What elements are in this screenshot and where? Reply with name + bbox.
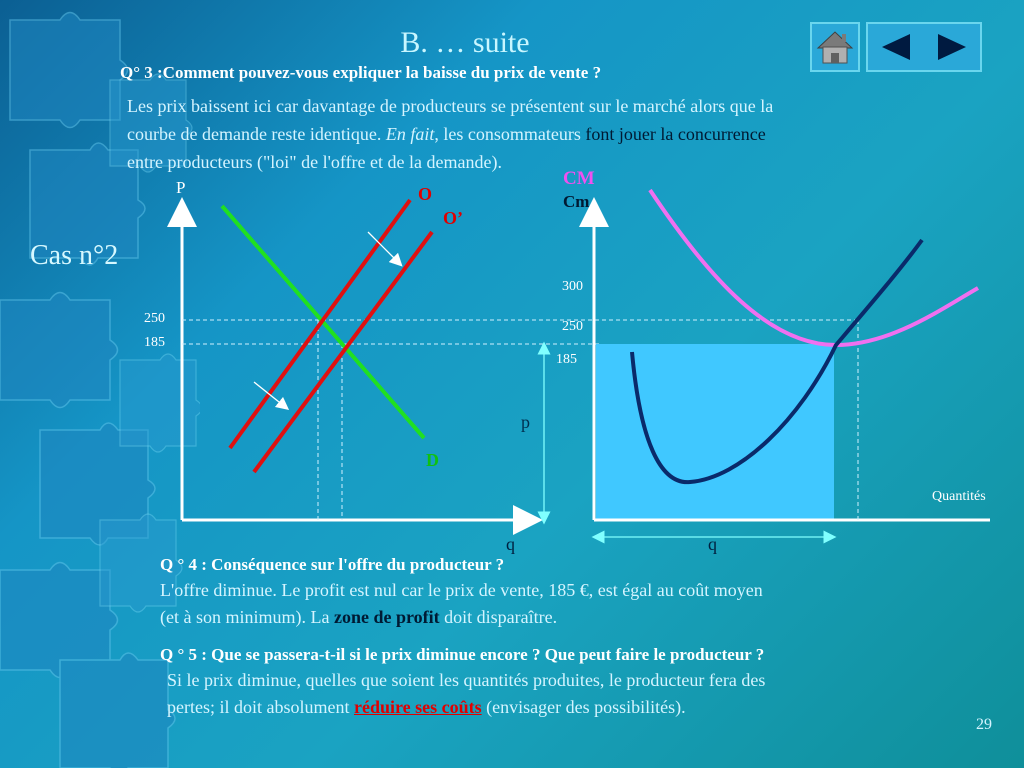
legend-average-cost: CM xyxy=(563,168,595,189)
shift-arrow-bottom xyxy=(254,382,284,406)
cost-tick-185: 185 xyxy=(556,352,577,367)
cost-q-label: q xyxy=(708,534,717,554)
case-label: Cas n°2 xyxy=(30,240,119,271)
answer-4-text-b: doit disparaître. xyxy=(439,607,558,627)
answer-3-text: courbe de demande reste identique. xyxy=(127,124,386,144)
price-tick-250: 250 xyxy=(144,311,165,326)
question-3: Q° 3 :Comment pouvez-vous expliquer la baisse du prix de vente ? xyxy=(120,63,602,82)
price-p-label: p xyxy=(521,412,530,432)
average-cost-curve xyxy=(650,190,978,345)
cost-tick-250: 250 xyxy=(562,319,583,334)
answer-4-emphasis: zone de profit xyxy=(333,607,440,627)
answer-5-emphasis: réduire ses coûts xyxy=(353,697,482,717)
cost-tick-300: 300 xyxy=(562,279,583,294)
slide-title: B. … suite xyxy=(400,26,530,59)
answer-5-text: pertes; il doit absolument xyxy=(167,697,354,717)
answer-4-text: (et à son minimum). La xyxy=(160,607,334,627)
legend-marginal-cost: Cm xyxy=(563,192,590,211)
answer-5-line-2 xyxy=(167,693,686,721)
answer-3-emphasis: font jouer la concurrence xyxy=(585,124,766,144)
supply-shifted-label: O’ xyxy=(443,208,463,228)
question-4: Q ° 4 : Conséquence sur l'offre du producteur ? xyxy=(160,555,505,574)
answer-3-italic: En fait xyxy=(385,124,435,144)
supply-curve xyxy=(230,200,410,448)
page-number: 29 xyxy=(976,716,992,733)
answer-3-line-1: Les prix baissent ici car davantage de producteurs se présentent sur le marché alors que la xyxy=(127,96,774,116)
answer-3-text-b: , les consommateurs xyxy=(434,124,586,144)
answer-5-text-b: (envisager des possibilités). xyxy=(481,697,686,717)
answer-4-line-2 xyxy=(160,603,557,631)
question-5: Q ° 5 : Que se passera-t-il si le prix diminue encore ? Que peut faire le producteur ? xyxy=(160,645,765,664)
market-q-label: q xyxy=(506,534,515,554)
demand-label: D xyxy=(426,450,439,470)
supply-shifted-curve xyxy=(254,232,432,472)
price-tick-185: 185 xyxy=(144,335,165,350)
answer-4-line-1: L'offre diminue. Le profit est nul car le prix de vente, 185 €, est égal au coût moyen xyxy=(160,580,763,600)
answer-3-line-3: entre producteurs ("loi" de l'offre et de la demande). xyxy=(127,152,502,172)
profit-zone xyxy=(596,344,834,520)
supply-label: O xyxy=(418,184,433,204)
answer-5-line-1: Si le prix diminue, quelles que soient les quantités produites, le producteur fera des xyxy=(167,670,766,690)
market-p-label: P xyxy=(176,178,186,197)
quantities-label: Quantités xyxy=(932,489,986,504)
